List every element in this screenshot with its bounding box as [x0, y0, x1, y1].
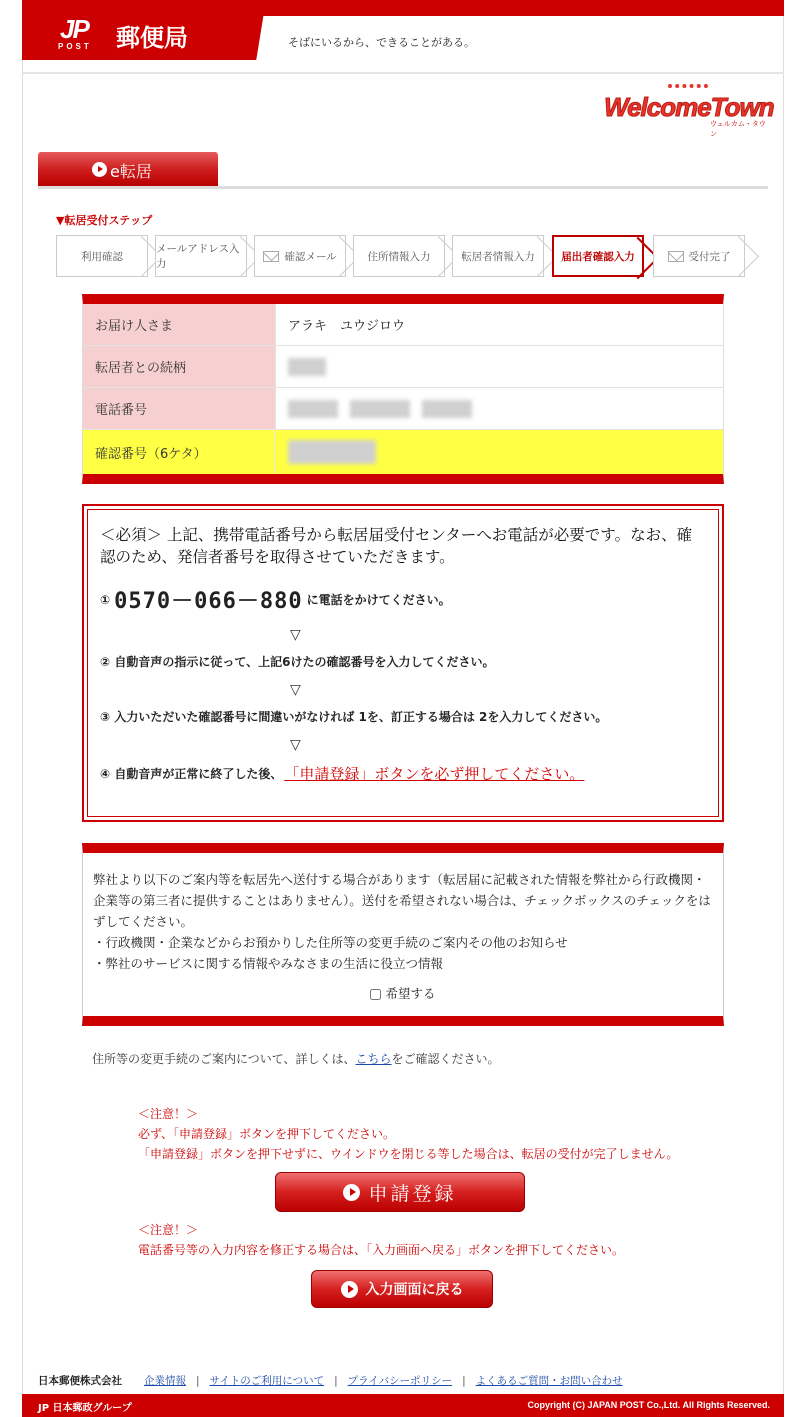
down-arrow-icon: ▽	[290, 737, 301, 753]
tagline: そばにいるから、できることがある。	[288, 36, 475, 49]
table-row	[83, 430, 723, 474]
consent-item: ・弊社のサービスに関する情報やみなさまの生活に役立つ情報	[93, 956, 444, 971]
step-address-input	[353, 235, 445, 277]
step-mover-input	[452, 235, 544, 277]
required-call-box	[82, 504, 724, 822]
mail-icon	[263, 251, 279, 262]
notice-text: をご確認ください。	[391, 1052, 500, 1066]
row-value-redacted	[276, 430, 723, 474]
table-row	[83, 346, 723, 388]
welcome-town-text: WelcomeTown	[604, 92, 774, 122]
submit-button-label: 申請登録	[368, 1182, 457, 1205]
row-value: アラキ ユウジロウ	[288, 319, 406, 334]
table-row	[83, 388, 723, 430]
notice-line	[92, 1050, 500, 1067]
submit-application-button[interactable]	[275, 1172, 525, 1212]
welcome-town-logo	[600, 84, 774, 138]
play-circle-icon	[92, 162, 107, 177]
step-text: ④ 自動音声が正常に終了した後、	[100, 767, 283, 781]
row-label: 電話番号	[83, 388, 276, 429]
back-button-label: 入力画面に戻る	[365, 1282, 464, 1298]
footer-link-faq[interactable]: よくあるご質問・お問い合わせ	[475, 1375, 623, 1387]
step-label: メールアドレス入力	[156, 243, 240, 270]
caution-back	[138, 1220, 624, 1260]
footer-group-logo: JP 日本郵政グループ	[38, 1403, 132, 1414]
applicant-info-table	[82, 294, 724, 484]
caution-text: 電話番号等の入力内容を修正する場合は、「入力画面へ戻る」ボタンを押下してください。	[138, 1243, 625, 1257]
phone-number: 0570－066－880	[114, 589, 303, 614]
caution-text: 「申請登録」ボタンを押下せずに、ウインドウを閉じる等した場合は、転居の受付が完了しません。	[138, 1147, 679, 1161]
step-label: 確認メール	[284, 250, 337, 263]
table-row	[83, 304, 723, 346]
consent-checkbox-label[interactable]: 希望する	[385, 986, 436, 1001]
brand-name[interactable]: 郵便局	[116, 24, 188, 52]
notice-text: 住所等の変更手続のご案内について、詳しくは、	[92, 1052, 356, 1066]
footer-links: 日本郵便株式会社 企業情報 | サイトのご利用について | プライバシーポリシー | よくあるご質問・お問い合わせ	[38, 1374, 623, 1387]
site-header	[0, 0, 806, 74]
caution-text: 必ず、「申請登録」ボタンを押下してください。	[138, 1127, 396, 1141]
call-step-3: ③ 入力いただいた確認番号に間違いがなければ 1を、訂正する場合は 2を入力してください。	[100, 710, 608, 724]
consent-item: ・行政機関・企業などからお預かりした住所等の変更手続のご案内その他のお知らせ	[93, 935, 568, 950]
caution-submit	[138, 1104, 678, 1164]
step-label: 転居者情報入力	[461, 250, 535, 263]
submit-instruction-link[interactable]: 「申請登録」ボタンを必ず押してください。	[284, 765, 585, 783]
steps-title: ▼転居受付ステップ	[56, 214, 153, 227]
step-email-input	[155, 235, 247, 277]
step-label: 住所情報入力	[367, 250, 431, 263]
step-applicant-confirm	[552, 235, 644, 277]
mail-icon	[668, 251, 684, 262]
step-label: 受付完了	[688, 250, 731, 263]
notice-link[interactable]: こちら	[355, 1052, 392, 1066]
down-arrow-icon: ▽	[290, 682, 301, 698]
footer-bar	[22, 1394, 784, 1417]
jp-post-logo[interactable]: JP	[60, 14, 88, 44]
row-label: お届け人さま	[83, 304, 276, 345]
consent-checkbox[interactable]	[370, 989, 381, 1000]
row-label: 転居者との続柄	[83, 346, 276, 387]
play-circle-icon	[343, 1184, 360, 1201]
footer-company: 日本郵便株式会社	[38, 1375, 122, 1387]
footer-link-site-usage[interactable]: サイトのご利用について	[209, 1375, 325, 1387]
down-arrow-icon: ▽	[290, 627, 301, 643]
row-value-redacted	[276, 388, 723, 429]
call-step-2: ② 自動音声の指示に従って、上記6けたの確認番号を入力してください。	[100, 655, 495, 669]
jp-post-logo-text: POST	[58, 42, 92, 51]
step-label: 届出者確認入力	[561, 250, 635, 263]
call-step-1	[100, 584, 706, 615]
step-label: 利用確認	[81, 250, 123, 263]
call-step-4	[100, 763, 706, 784]
step-usage-confirm	[56, 235, 148, 277]
step-confirm-mail	[254, 235, 346, 277]
back-to-input-button[interactable]	[311, 1270, 493, 1308]
consent-checkbox-row	[93, 984, 713, 1002]
caution-title: ＜注意！＞	[138, 1107, 199, 1121]
row-label: 確認番号（6ケタ）	[83, 430, 276, 474]
play-circle-icon	[341, 1281, 358, 1298]
footer-link-corporate[interactable]: 企業情報	[144, 1375, 186, 1387]
step-complete	[653, 235, 745, 277]
step-number: ①	[100, 592, 111, 607]
footer-link-privacy[interactable]: プライバシーポリシー	[347, 1375, 453, 1387]
e-tenkyo-label: e転居	[110, 162, 152, 181]
tab-divider	[38, 186, 768, 189]
e-tenkyo-tab	[38, 152, 218, 186]
step-text: に電話をかけてください。	[306, 593, 451, 607]
consent-text: 弊社より以下のご案内等を転居先へ送付する場合があります（転居届に記載された情報を弊社から行政機関・企業等の第三者に提供することはありません）。送付を希望されない場合は、チェックボックスのチェックをはずしてください。	[93, 872, 711, 929]
footer-copyright: Copyright (C) JAPAN POST Co.,Ltd. All Rights Reserved.	[527, 1400, 770, 1410]
header-divider	[22, 72, 784, 74]
welcome-town-sub: ウェルカム・タウン	[710, 120, 766, 138]
consent-box	[82, 843, 724, 1026]
step-progress	[56, 235, 756, 277]
call-intro: ＜必須＞ 上記、携帯電話番号から転居届受付センターへお電話が必要です。なお、確認のため、発信者番号を取得させていただきます。	[100, 526, 693, 566]
caution-title: ＜注意！＞	[138, 1223, 199, 1237]
row-value-redacted	[276, 346, 723, 387]
